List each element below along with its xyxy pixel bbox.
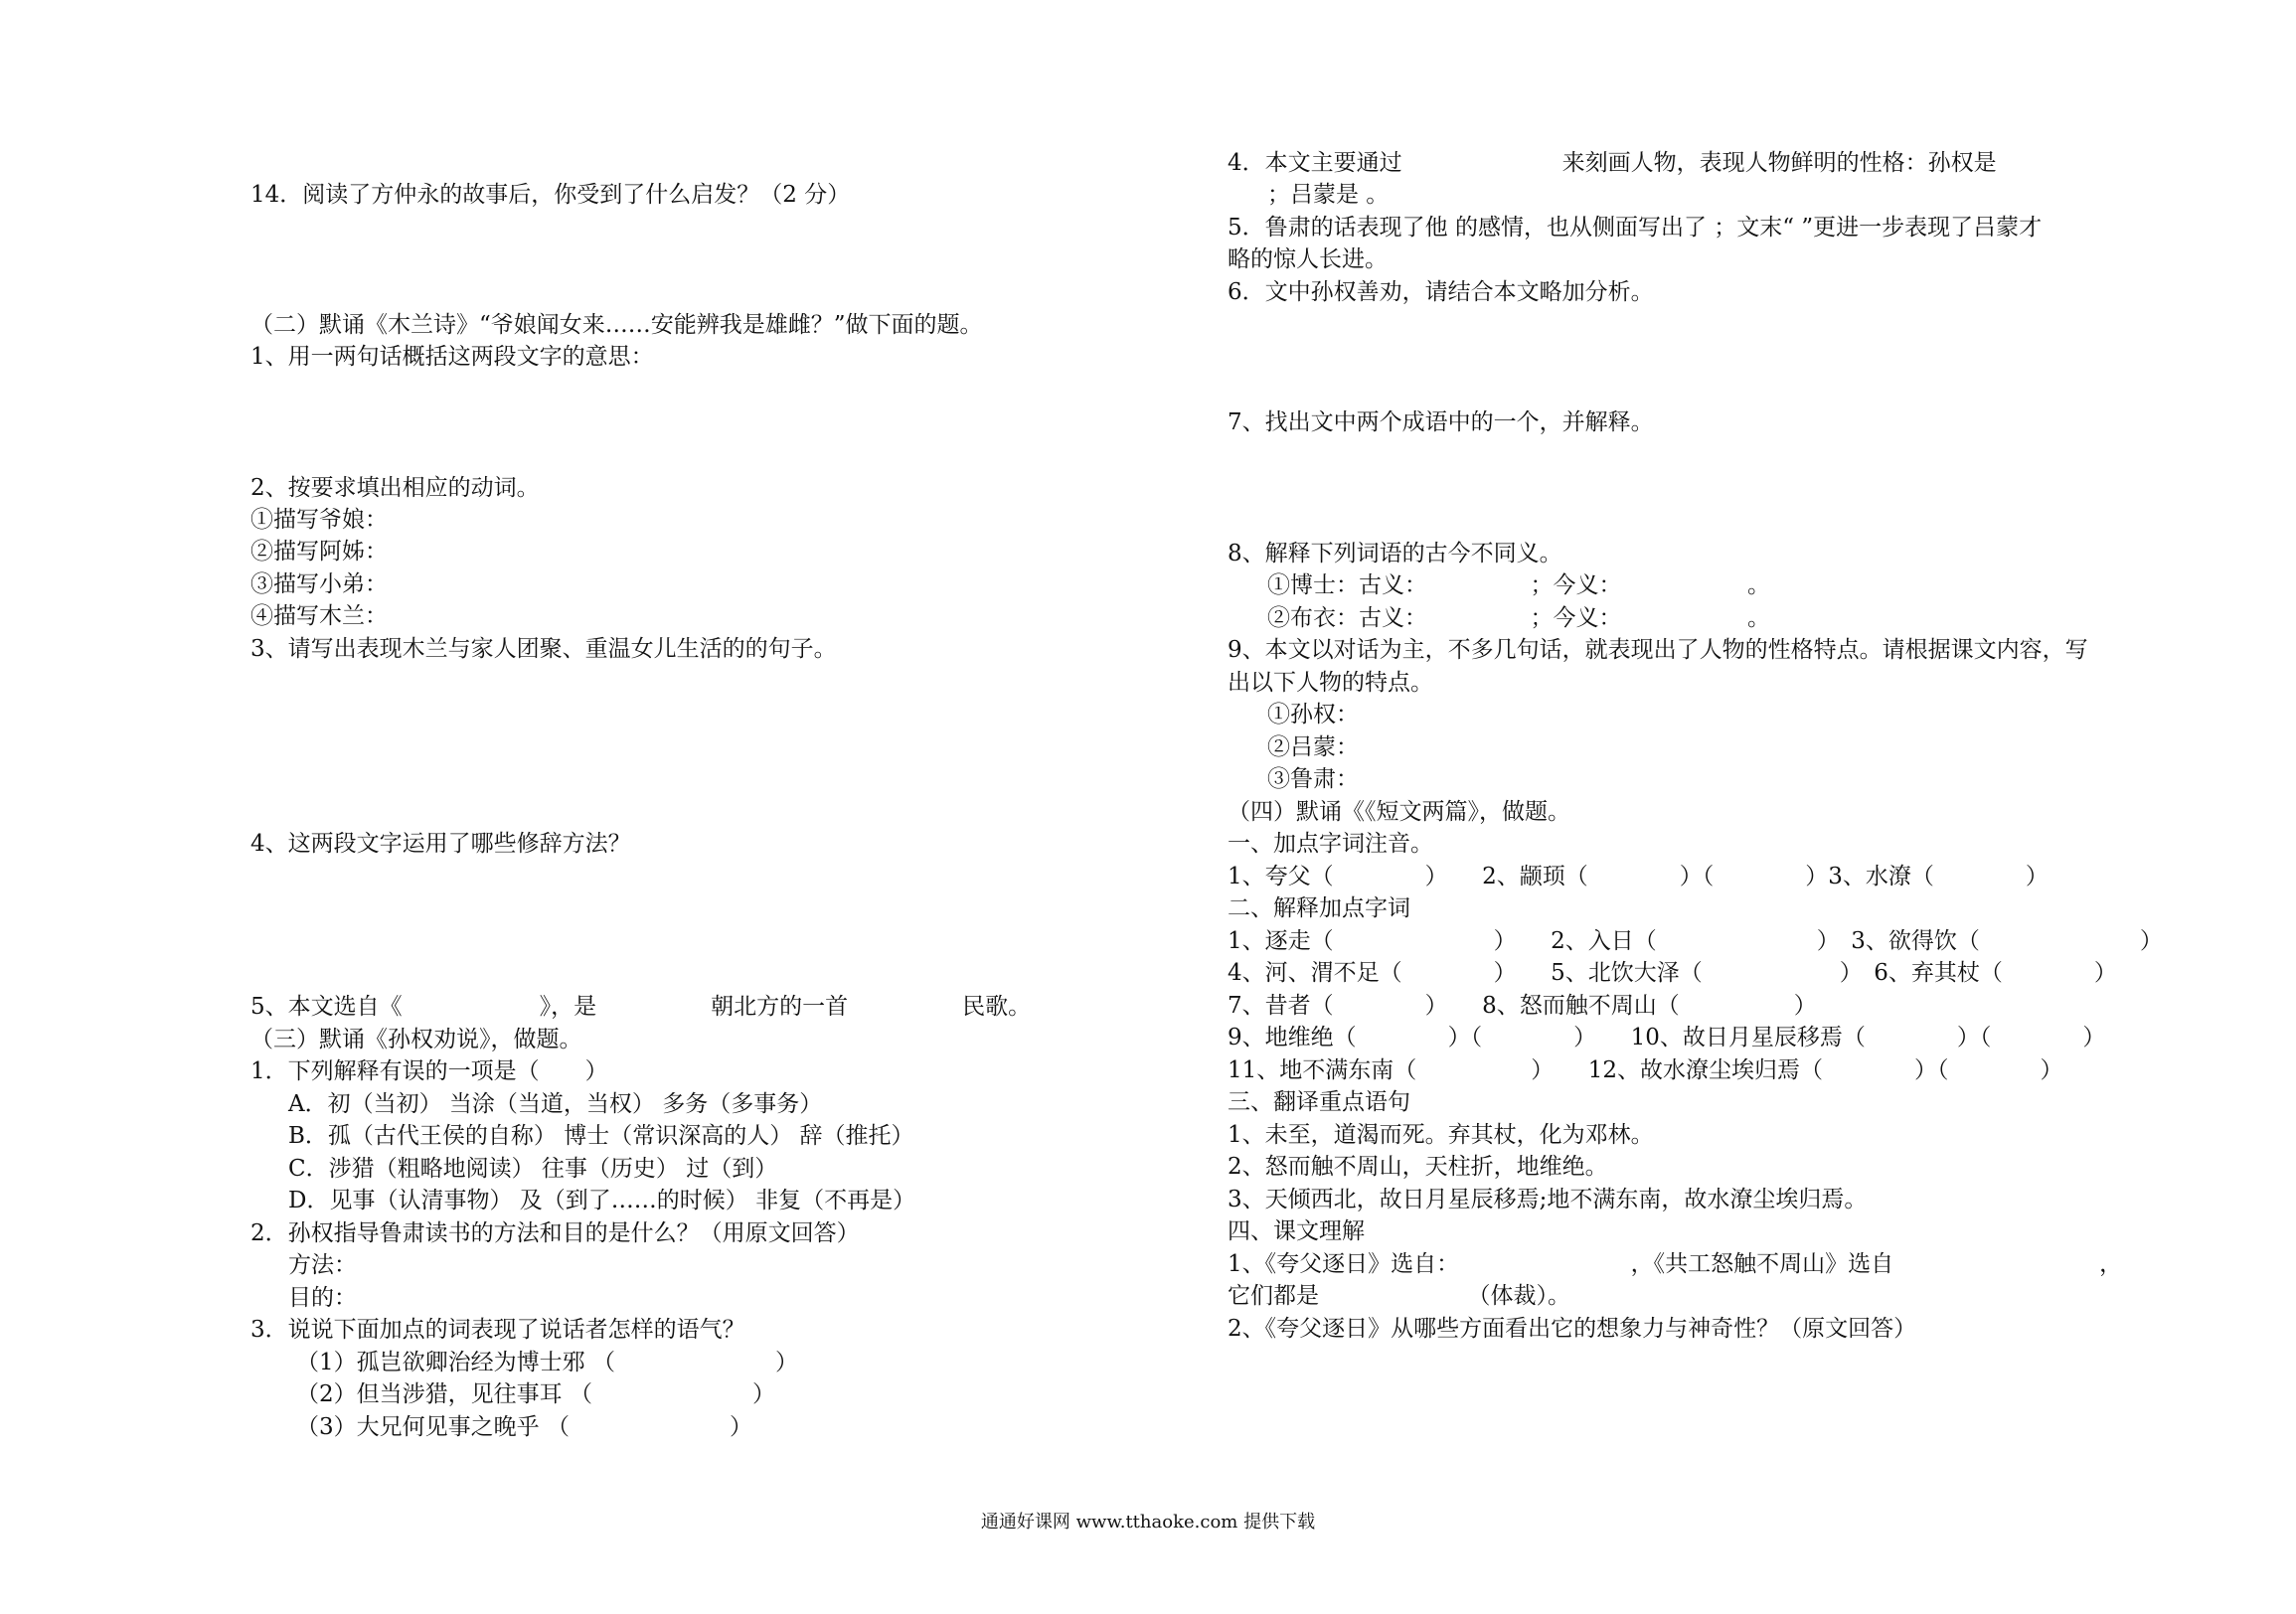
mulan-q5: 5、本文选自《 》，是 朝北方的一首 民歌。 (250, 994, 1032, 1020)
sunquan-q8-item-1: ①博士：古义： ；今义： 。 (1267, 572, 1770, 598)
section-2-heading: （二）默诵《木兰诗》“爷娘闻女来……安能辨我是雄雌？”做下面的题。 (250, 312, 983, 338)
sunquan-q5-line-1: 5．鲁肃的话表现了他 的感情，也从侧面写出了 ；文末“ ”更进一步表现了吕蒙才 (1228, 215, 2043, 241)
mulan-q2-item-4: ④描写木兰： (250, 603, 388, 629)
sunquan-q1-option-d: D．见事（认清事物） 及（到了……的时候） 非复（不再是） (288, 1188, 916, 1213)
explain-row-5: 11、地不满东南（ ） 12、故水潦尘埃归焉（ ）（ ） (1228, 1057, 2063, 1083)
translate-item-1: 1、未至，道渴而死。弃其杖，化为邓林。 (1228, 1122, 1654, 1148)
sunquan-q3-item-2: （2）但当涉猎，见往事耳 （ ） (296, 1381, 775, 1407)
sunquan-q8-item-2: ②布衣：古义： ；今义： 。 (1267, 605, 1770, 631)
understanding-q2: 2、《夸父逐日》从哪些方面看出它的想象力与神奇性？（原文回答） (1228, 1316, 1917, 1342)
section-4-heading: （四）默诵《《短文两篇》，做题。 (1228, 799, 1570, 825)
sunquan-q1: 1．下列解释有误的一项是（ ） (250, 1058, 608, 1084)
explain-row-1: 1、逐走（ ） 2、入日（ ） 3、欲得饮（ ） (1228, 928, 2163, 954)
sunquan-q4-line-1: 4．本文主要通过 来刻画人物，表现人物鲜明的性格：孙权是 (1228, 150, 1997, 176)
sunquan-q3: 3．说说下面加点的词表现了说话者怎样的语气？ (250, 1317, 745, 1343)
mulan-q3: 3、请写出表现木兰与家人团聚、重温女儿生活的的句子。 (250, 636, 837, 662)
explain-row-3: 7、昔者（ ） 8、怒而触不周山（ ） (1228, 993, 1817, 1019)
mulan-q4: 4、这两段文字运用了哪些修辞方法？ (250, 831, 631, 857)
section-3-heading: （三）默诵《孙权劝说》，做题。 (250, 1027, 582, 1052)
sunquan-q2-purpose: 目的： (288, 1285, 357, 1311)
sunquan-q6: 6．文中孙权善劝，请结合本文略加分析。 (1228, 279, 1654, 305)
sunquan-q9-line-2: 出以下人物的特点。 (1228, 670, 1433, 696)
sunquan-q7: 7、找出文中两个成语中的一个，并解释。 (1228, 409, 1654, 435)
sunquan-q9-item-3: ③鲁肃： (1267, 766, 1359, 792)
mulan-q1: 1、用一两句话概括这两段文字的意思： (250, 344, 654, 370)
translate-item-3: 3、天倾西北，故日月星辰移焉;地不满东南，故水潦尘埃归焉。 (1228, 1187, 1868, 1212)
mulan-q2-item-3: ③描写小弟： (250, 571, 388, 597)
mulan-q2: 2、按要求填出相应的动词。 (250, 475, 540, 501)
sunquan-q9-item-1: ①孙权： (1267, 702, 1359, 727)
sunquan-q9-line-1: 9、本文以对话为主，不多几句话，就表现出了人物的性格特点。请根据课文内容，写 (1228, 637, 2088, 663)
sunquan-q1-option-c: C．涉猎（粗略地阅读） 往事（历史） 过（到） (288, 1156, 778, 1182)
understanding-q1-line-2: 它们都是 （体裁）。 (1228, 1283, 1570, 1309)
sunquan-q1-option-a: A．初（当初） 当涂（当道，当权） 多务（多事务） (288, 1091, 823, 1117)
mulan-q2-item-1: ①描写爷娘： (250, 507, 388, 533)
sunquan-q5-line-2: 略的惊人长进。 (1228, 246, 1388, 272)
mulan-q2-item-2: ②描写阿姊： (250, 539, 388, 565)
sunquan-q3-item-3: （3）大兄何见事之晚乎 （ ） (296, 1414, 752, 1440)
understanding-q1-line-1: 1、《夸父逐日》选自： ，《共工怒触不周山》选自 ， (1228, 1251, 2123, 1277)
explain-row-2: 4、河、渭不足（ ） 5、北饮大泽（ ） 6、弃其杖（ ） (1228, 960, 2117, 986)
sunquan-q3-item-1: （1）孤岂欲卿治经为博士邪 （ ） (296, 1350, 798, 1375)
part-4-heading: 四、课文理解 (1228, 1218, 1365, 1244)
sunquan-q1-option-b: B．孤（古代王侯的自称） 博士（常识深高的人） 辞（推托） (288, 1123, 914, 1149)
page-footer: 通通好课网 www.tthaoke.com 提供下载 (980, 1512, 1316, 1533)
sunquan-q8: 8、解释下列词语的古今不同义。 (1228, 541, 1562, 566)
sunquan-q2-method: 方法： (288, 1252, 357, 1278)
explain-row-4: 9、地维绝（ ）（ ） 10、故日月星辰移焉（ ）（ ） (1228, 1025, 2106, 1050)
sunquan-q2: 2．孙权指导鲁肃读书的方法和目的是什么？（用原文回答） (250, 1220, 860, 1246)
pinyin-row: 1、夸父（ ） 2、颛顼（ ）（ ）3、水潦（ ） (1228, 864, 2049, 889)
part-1-heading: 一、加点字词注音。 (1228, 831, 1433, 857)
part-3-heading: 三、翻译重点语句 (1228, 1089, 1410, 1115)
translate-item-2: 2、怒而触不周山，天柱折，地维绝。 (1228, 1154, 1608, 1180)
question-14: 14．阅读了方仲永的故事后，你受到了什么启发？（2 分） (250, 182, 851, 208)
sunquan-q4-line-2: ；吕蒙是 。 (1267, 182, 1390, 208)
part-2-heading: 二、解释加点字词 (1228, 895, 1410, 921)
sunquan-q9-item-2: ②吕蒙： (1267, 734, 1359, 760)
